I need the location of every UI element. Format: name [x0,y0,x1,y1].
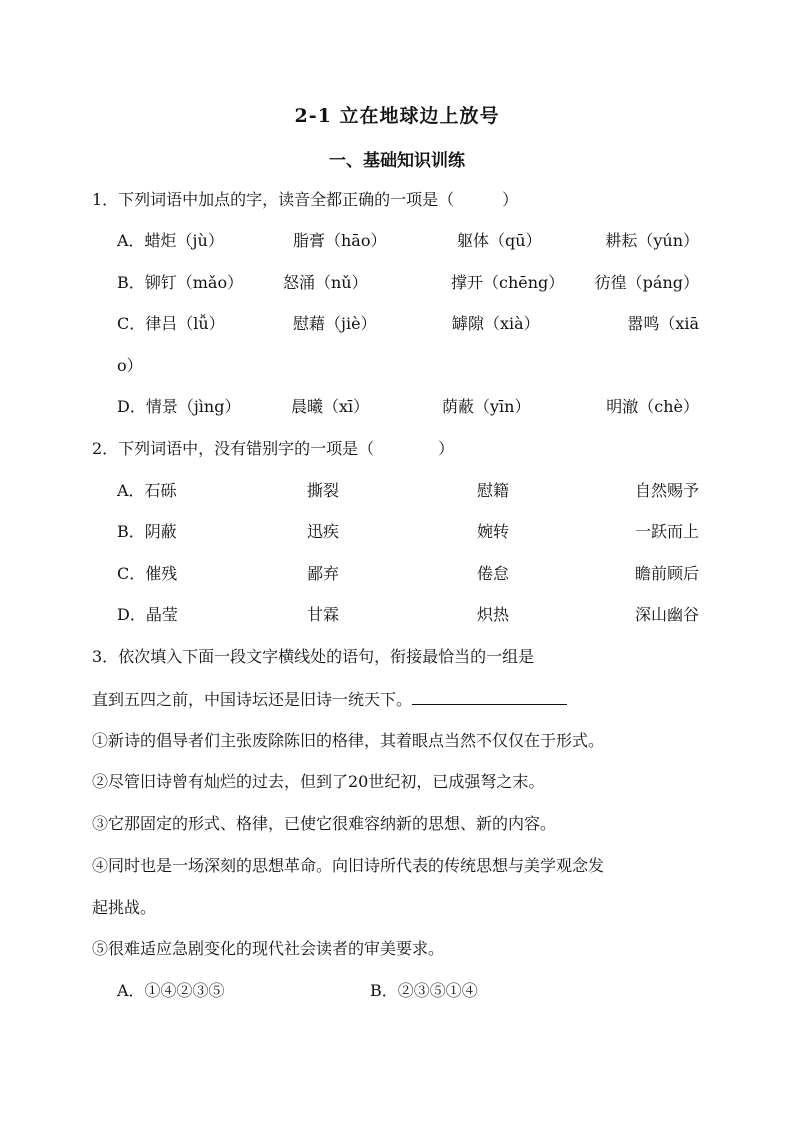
q2-a-4: 自然赐予 [634,481,699,500]
q2-option-row-c [117,563,699,585]
q3-item-2: ②尽管旧诗曾有灿烂的过去，但到了20世纪初，已成强弩之末。 [92,772,545,791]
q1-d-1: D．情景（jìng） [117,397,241,416]
q1-d-3: 荫蔽（yīn） [442,397,531,416]
q2-a-3: 慰籍 [477,481,510,500]
q2-b-2: 迅疾 [307,522,340,541]
q2-c-2: 鄙弃 [307,564,340,583]
q1-b-3: 撑开（chēng） [451,273,565,292]
q2-a-1: A．石砾 [117,481,177,500]
q2-d-1: D．晶莹 [117,605,178,624]
page-title: 2-1 立在地球边上放号 [294,105,500,127]
q2-c-4: 瞻前顾后 [634,564,699,583]
q2-b-3: 婉转 [477,522,510,541]
q1-c-2: 慰藉（jiè） [293,314,377,333]
q2-b-4: 一跃而上 [634,522,699,541]
q3-item-1: ①新诗的倡导者们主张废除陈旧的格律，其着眼点当然不仅仅在于形式。 [92,731,605,750]
q3-item-4: ④同时也是一场深刻的思想革命。向旧诗所代表的传统思想与美学观念发 [92,856,605,875]
q1-a-2: 脂膏（hāo） [293,231,387,250]
q2-option-row-a [117,480,699,502]
q1-c-4: 嚣鸣（xiā [627,314,699,333]
q1-option-row-d [117,396,699,418]
q2-b-1: B．阴蔽 [117,522,177,541]
q1-option-row-a [117,230,699,252]
q1-c-3: 罅隙（xià） [452,314,540,333]
q2-c-1: C．催残 [117,564,178,583]
q3-item-5: ⑤很难适应急剧变化的现代社会读者的审美要求。 [92,939,445,958]
q3-passage-line [92,688,567,711]
section-heading: 一、基础知识训练 [329,151,465,171]
q3-item-3: ③它那固定的形式、格律，已使它很难容纳新的思想、新的内容。 [92,814,557,833]
q1-c-wrap: o） [117,356,143,375]
q2-option-row-d [117,604,699,626]
q1-a-3: 躯体（qū） [457,231,542,250]
q2-stem: 2．下列词语中，没有错别字的一项是（ ） [92,439,455,458]
q1-d-2: 晨曦（xī） [291,397,370,416]
q2-option-row-b [117,521,699,543]
q3-passage: 直到五四之前，中国诗坛还是旧诗一统天下。 [92,690,413,709]
q1-stem: 1．下列词语中加点的字，读音全都正确的一项是（ ） [92,190,519,209]
q1-b-1: B．铆钉（mǎo） [117,273,244,292]
q2-d-2: 甘霖 [307,605,340,624]
q2-c-3: 倦怠 [477,564,510,583]
q1-b-2: 怒涌（nǔ） [283,273,368,292]
q3-stem: 3．依次填入下面一段文字横线处的语句，衔接最恰当的一组是 [92,647,535,666]
q1-option-row-c [117,313,699,335]
answer-blank [412,688,567,705]
q1-a-1: A．蜡炬（jù） [117,231,224,250]
q2-d-3: 炽热 [477,605,510,624]
q1-b-4: 彷徨（páng） [594,273,699,292]
q3-choice-b: B．②③⑤①④ [370,981,478,1000]
q1-a-4: 耕耘（yún） [605,231,699,250]
q2-a-2: 撕裂 [307,481,340,500]
q1-c-1: C．律吕（lǚ） [117,314,225,333]
q1-option-row-b [117,272,699,294]
q1-d-4: 明澈（chè） [606,397,699,416]
q3-choice-a: A．①④②③⑤ [117,981,225,1000]
q2-d-4: 深山幽谷 [634,605,699,624]
q3-item-4-cont: 起挑战。 [92,898,157,917]
